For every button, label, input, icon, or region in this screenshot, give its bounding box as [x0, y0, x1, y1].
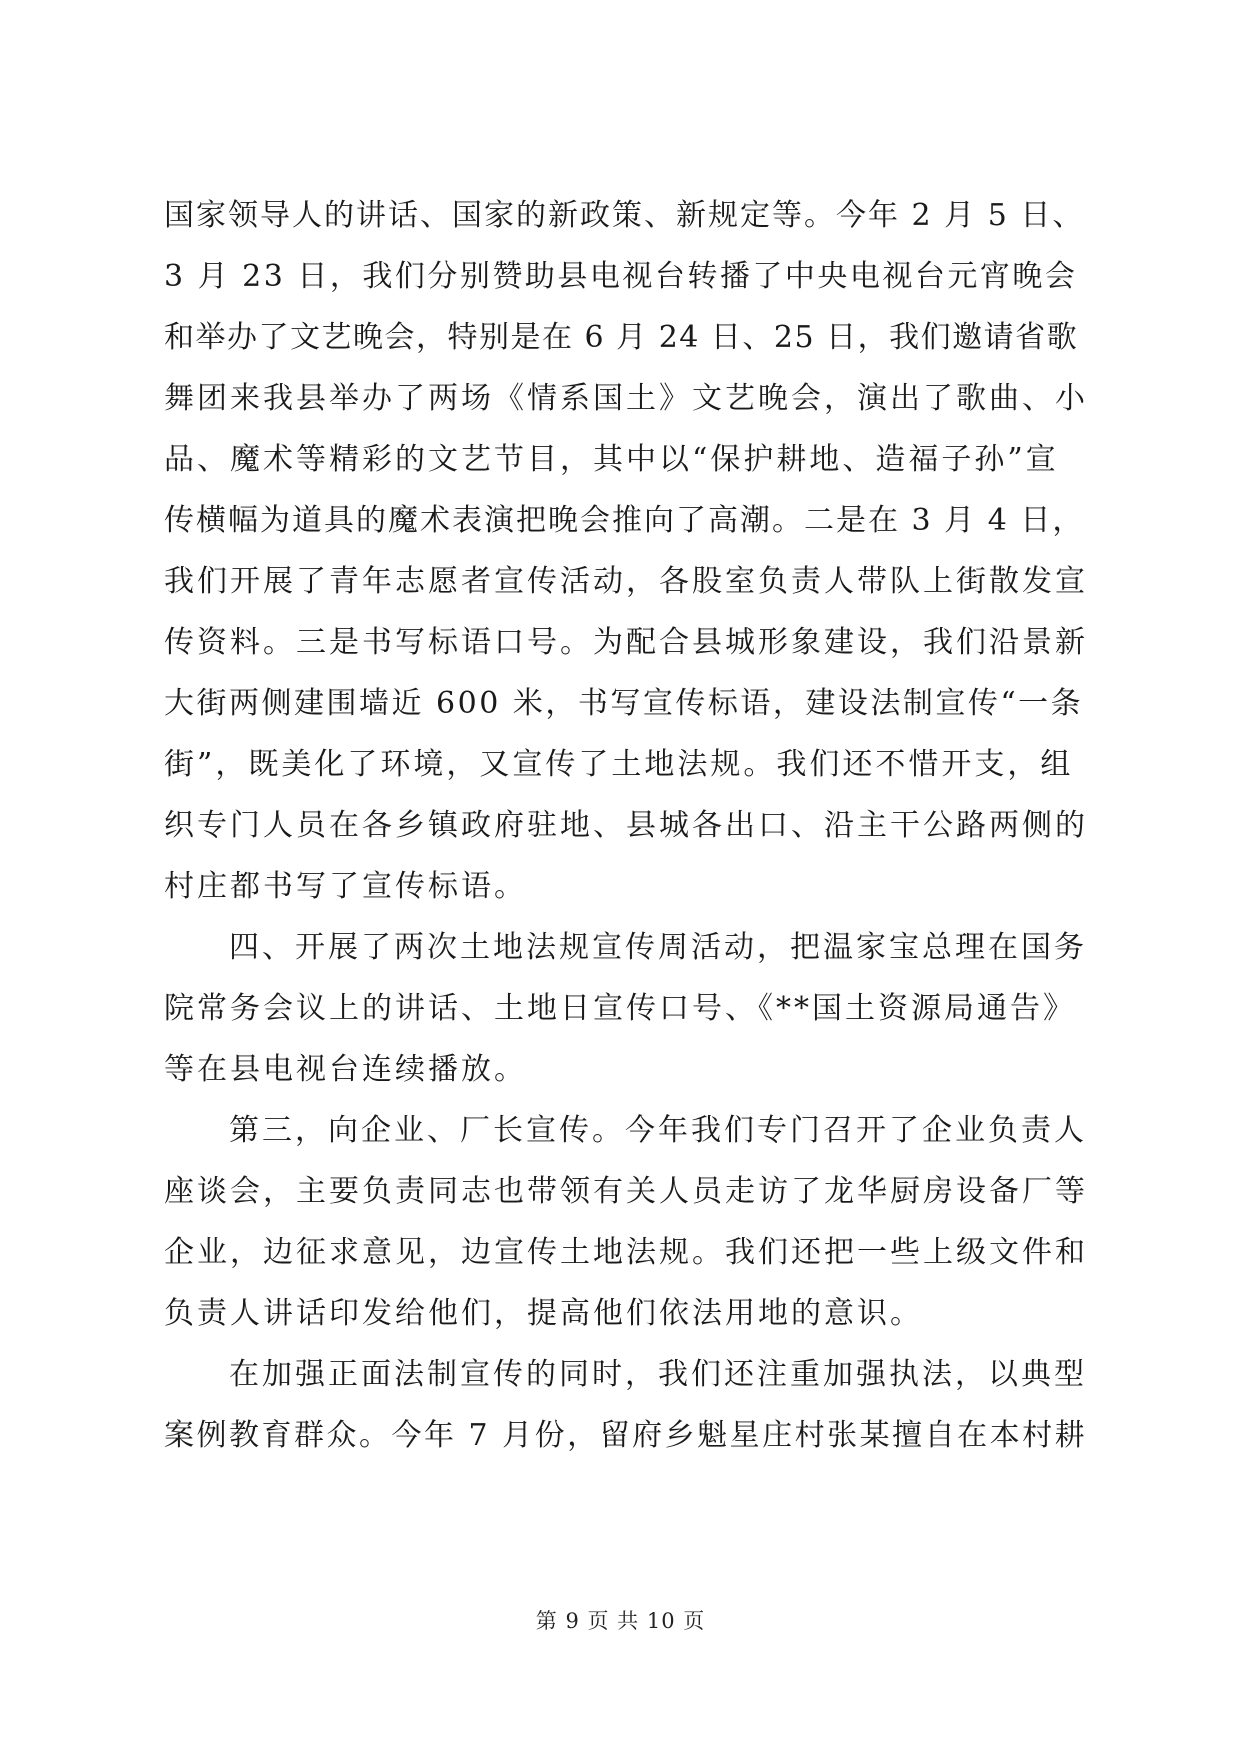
text-line: 负责人讲话印发给他们，提高他们依法用地的意识。 — [164, 1296, 923, 1331]
text-line: 案例教育群众。今年 7 月份，留府乡魁星庄村张某擅自在本村耕 — [164, 1418, 1088, 1453]
text-line: 和举办了文艺晚会，特别是在 6 月 24 日、25 日，我们邀请省歌 — [164, 320, 1079, 355]
text-line: 大街两侧建围墙近 600 米，书写宣传标语，建设法制宣传“一条 — [164, 686, 1084, 721]
paragraph-first-line: 四、开展了两次土地法规宣传周活动，把温家宝总理在国务 — [229, 930, 1087, 965]
text-line: 座谈会，主要负责同志也带领有关人员走访了龙华厨房设备厂等 — [164, 1174, 1088, 1209]
text-line: 舞团来我县举办了两场《情系国土》文艺晚会，演出了歌曲、小 — [164, 381, 1088, 416]
text-line: 传资料。三是书写标语口号。为配合县城形象建设，我们沿景新 — [164, 625, 1088, 660]
text-line: 企业，边征求意见，边宣传土地法规。我们还把一些上级文件和 — [164, 1235, 1088, 1270]
page-number-footer: 第 9 页 共 10 页 — [535, 1609, 706, 1633]
text-line: 织专门人员在各乡镇政府驻地、县城各出口、沿主干公路两侧的 — [164, 808, 1088, 843]
text-line: 院常务会议上的讲话、土地日宣传口号、《**国土资源局通告》 — [164, 991, 1076, 1026]
text-line: 等在县电视台连续播放。 — [164, 1052, 527, 1087]
text-line: 村庄都书写了宣传标语。 — [164, 869, 527, 904]
text-line: 品、魔术等精彩的文艺节目，其中以“保护耕地、造福子孙”宣 — [164, 442, 1059, 477]
text-line: 街”，既美化了环境，又宣传了土地法规。我们还不惜开支，组 — [164, 747, 1074, 782]
text-line: 传横幅为道具的魔术表演把晚会推向了高潮。二是在 3 月 4 日， — [164, 503, 1085, 538]
paragraph-first-line: 第三，向企业、厂长宣传。今年我们专门召开了企业负责人 — [229, 1113, 1087, 1148]
text-line: 我们开展了青年志愿者宣传活动，各股室负责人带队上街散发宣 — [164, 564, 1088, 599]
text-line: 国家领导人的讲话、国家的新政策、新规定等。今年 2 月 5 日、 — [164, 198, 1085, 233]
text-line: 3 月 23 日，我们分别赞助县电视台转播了中央电视台元宵晚会 — [164, 259, 1078, 294]
paragraph-first-line: 在加强正面法制宣传的同时，我们还注重加强执法，以典型 — [229, 1357, 1087, 1392]
